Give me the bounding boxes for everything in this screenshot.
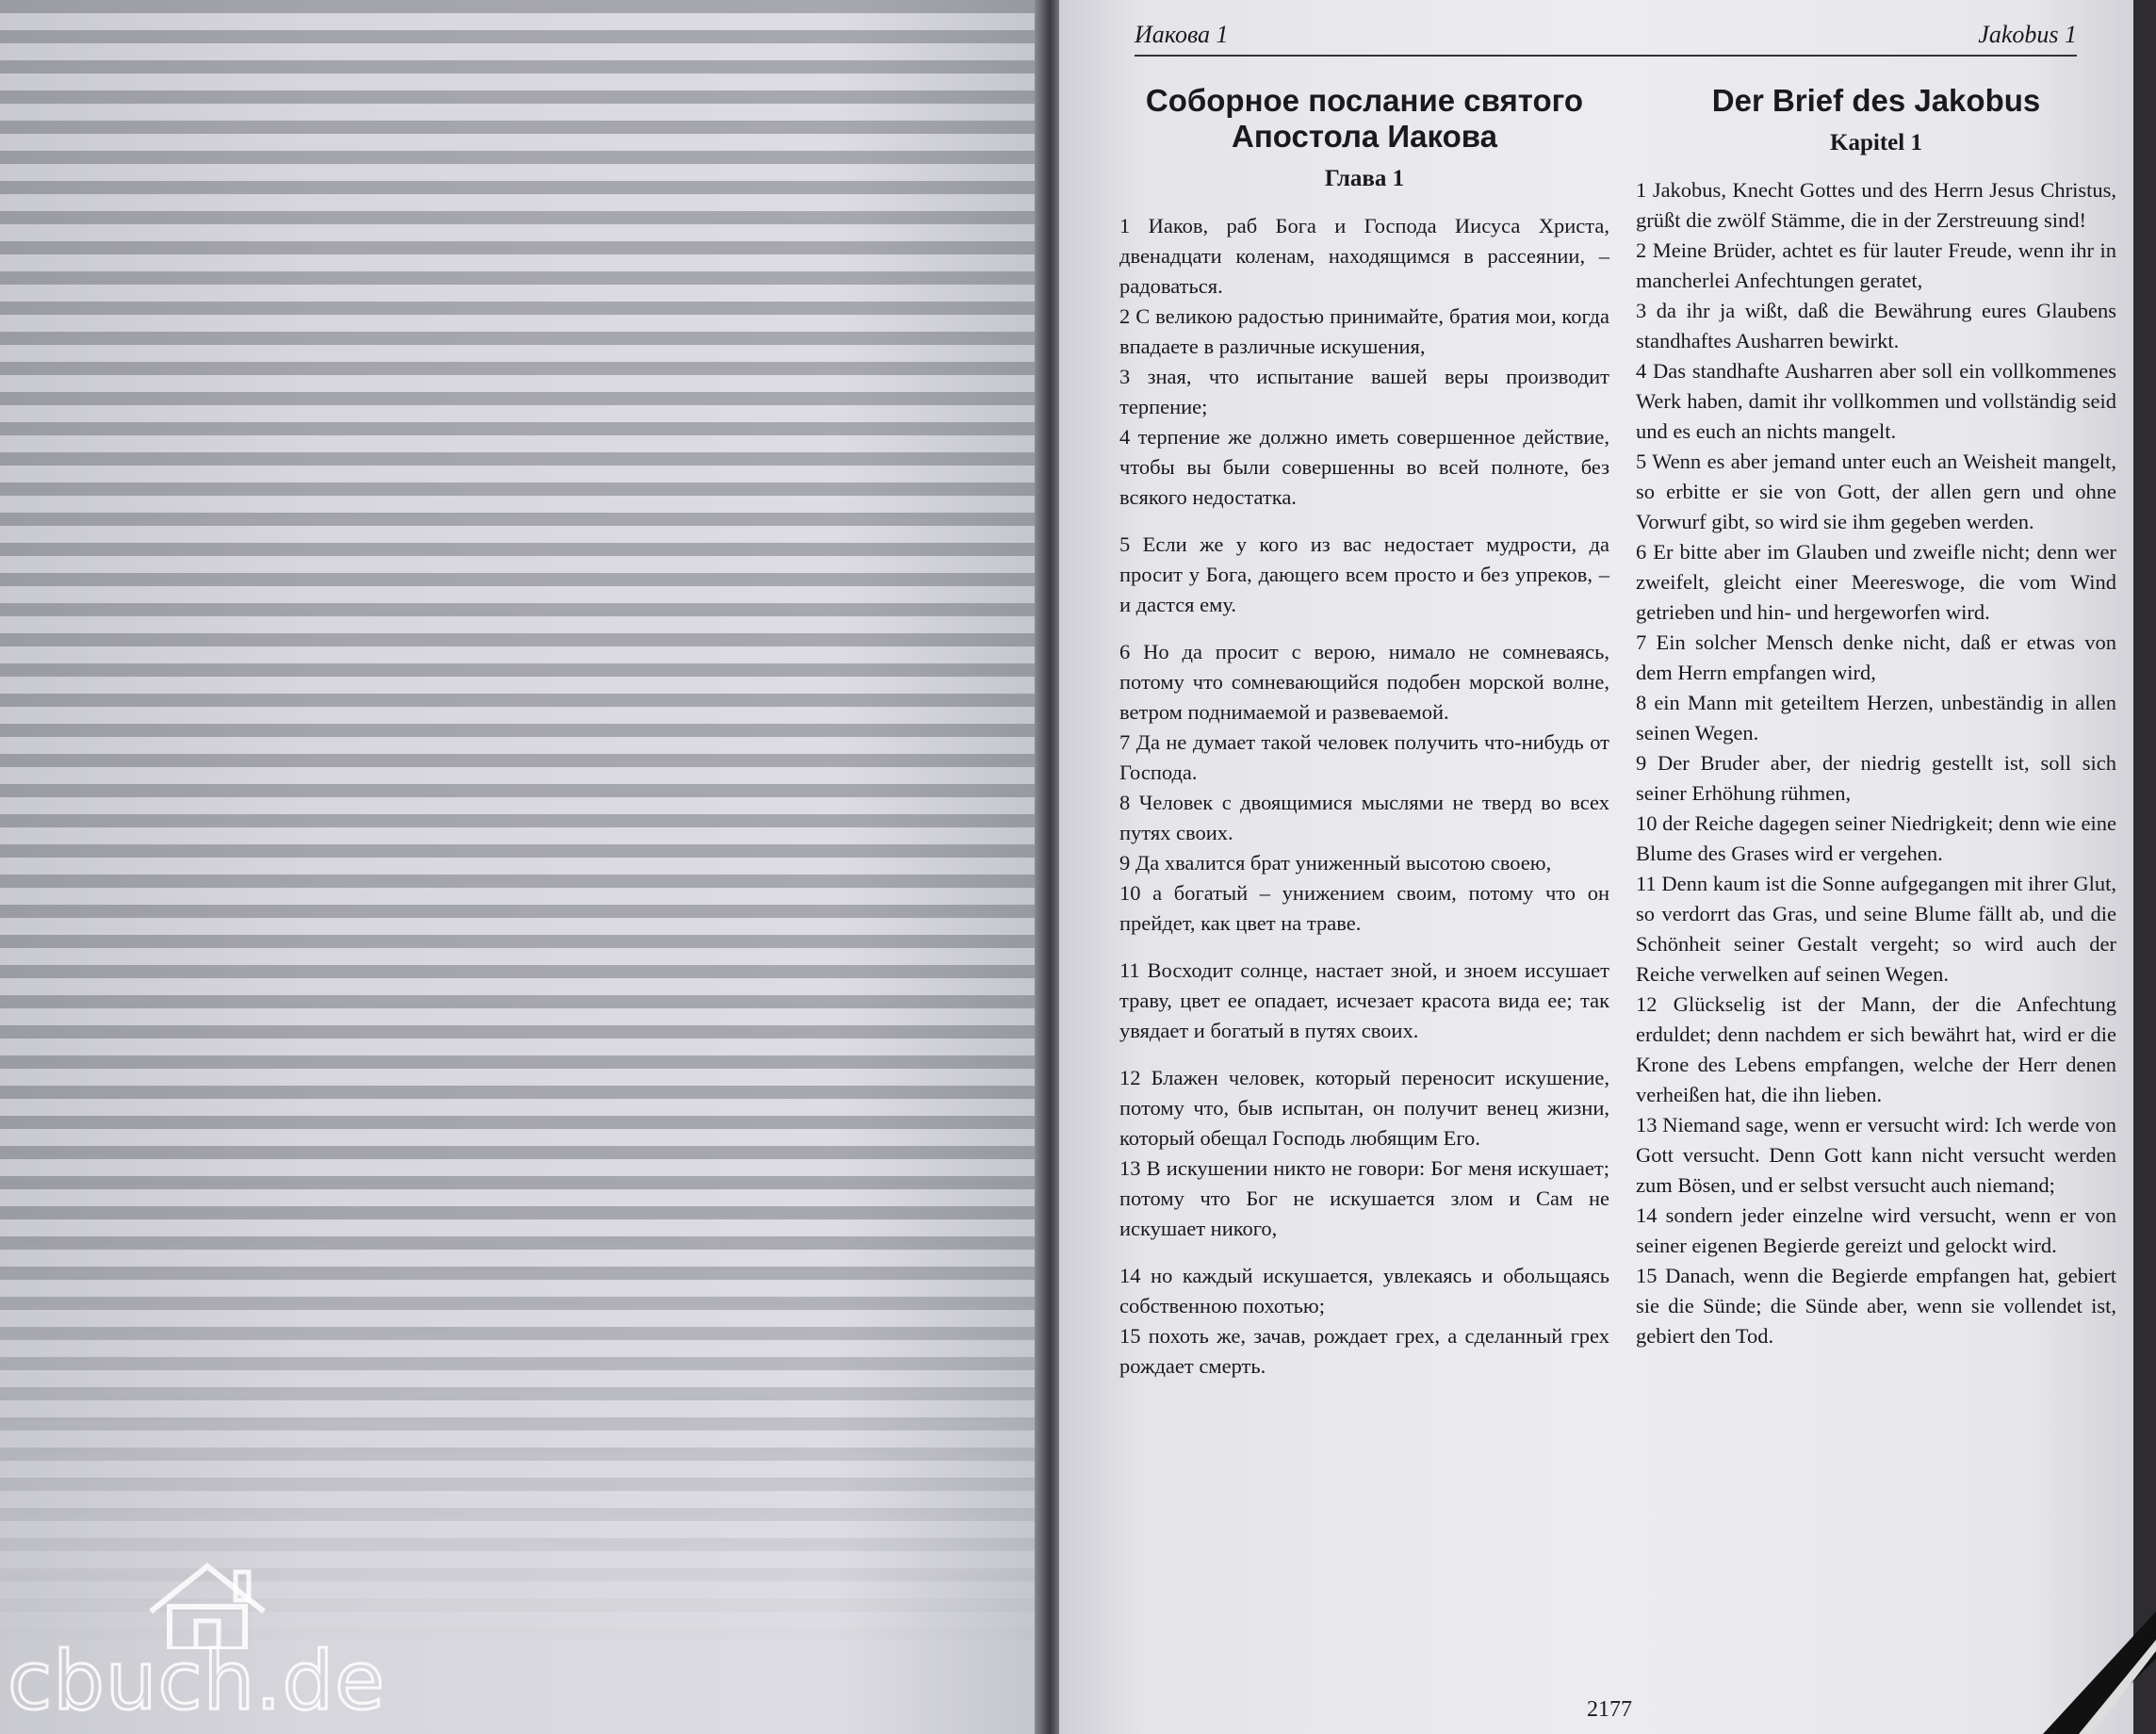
- verse: 3 da ihr ja wißt, daß die Bewährung eures Glaubens standhaftes Ausharren bewirkt.: [1636, 299, 2116, 352]
- watermark-logo: [0, 1536, 415, 1734]
- running-header-left: Иакова 1: [1135, 21, 1229, 48]
- verse: 12 Блажен человек, который переносит искушение, потому что, быв испытан, он получит венец жизни, который обещал Господь любящим Его.: [1119, 1066, 1609, 1150]
- russian-title: Соборное послание святого Апостола Иакова: [1145, 83, 1584, 154]
- verse: 2 Meine Brüder, achtet es für lauter Freude, wenn ihr in mancherlei Anfechtungen geratet,: [1636, 238, 2116, 292]
- verse: 10 der Reiche dagegen seiner Niedrigkeit; denn wie eine Blume des Grases wird er vergehen.: [1636, 811, 2116, 865]
- verse: 12 Glückselig ist der Mann, der die Anfechtung erduldet; denn nachdem er sich bewährt hat, wird er die Krone des Lebens empfangen, welche der Herr denen verheißen hat, die ihn lieben.: [1636, 992, 2116, 1106]
- verse: 4 Das standhafte Ausharren aber soll ein vollkommenes Werk haben, damit ihr vollkommen und vollständig seid und es euch an nichts mangelt.: [1636, 359, 2116, 443]
- verse: 13 В искушении никто не говори: Бог меня искушает; потому что Бог не искушается злом и Сам не искушает никого,: [1119, 1156, 1609, 1240]
- verse: 9 Der Bruder aber, der niedrig gestellt ist, soll sich seiner Erhöhung rühmen,: [1636, 751, 2116, 805]
- german-title: Der Brief des Jakobus: [1711, 83, 2041, 118]
- verse: 6 Но да просит с верою, нимало не сомневаясь, потому что сомневающийся подобен морской волне, ветром поднимаемой и развеваемой.: [1119, 640, 1609, 724]
- russian-chapter-heading: Глава 1: [1324, 166, 1405, 191]
- verse: 9 Да хвалится брат униженный высотою своею,: [1119, 851, 1552, 875]
- right-page: [1059, 0, 2133, 1734]
- russian-column: [1119, 83, 1609, 1382]
- verse: 1 Иаков, раб Бога и Господа Иисуса Христа, двенадцати коленам, находящимся в рассеянии, – радоваться.: [1119, 214, 1609, 298]
- bookmark-ribbon: [2043, 1602, 2156, 1734]
- verse: 11 Denn kaum ist die Sonne aufgegangen mit ihrer Glut, so verdorrt das Gras, und seine Blume fällt ab, und die Schönheit seiner Gestalt vergeht; so wird auch der Reiche verwelken auf seinen Wegen.: [1636, 872, 2116, 986]
- verse: 15 похоть же, зачав, рождает грех, а сделанный грех рождает смерть.: [1119, 1324, 1609, 1378]
- german-chapter-heading: Kapitel 1: [1830, 130, 1922, 155]
- verse: 1 Jakobus, Knecht Gottes und des Herrn Jesus Christus, grüßt die zwölf Stämme, die in der Zerstreuung sind!: [1636, 178, 2116, 232]
- verse: 7 Ein solcher Mensch denke nicht, daß er etwas von dem Herrn empfangen wird,: [1636, 630, 2116, 684]
- verse: 15 Danach, wenn die Begierde empfangen hat, gebiert sie die Sünde; die Sünde aber, wenn sie vollendet ist, gebiert den Tod.: [1636, 1264, 2116, 1348]
- verse: 6 Er bitte aber im Glauben und zweifle nicht; denn wer zweifelt, gleicht einer Meereswoge, die vom Wind getrieben und hin- und hergeworfen wird.: [1636, 540, 2116, 624]
- left-page-column-faded: [0, 0, 1044, 1734]
- verse: 14 но каждый искушается, увлекаясь и обольщаясь собственною похотью;: [1119, 1264, 1609, 1317]
- page-number: 2177: [1587, 1697, 1632, 1722]
- verse: 7 Да не думает такой человек получить что-нибудь от Господа.: [1119, 730, 1609, 784]
- verse: 2 С великою радостью принимайте, братия мои, когда впадаете в различные искушения,: [1119, 304, 1609, 358]
- verse: 13 Niemand sage, wenn er versucht wird: Ich werde von Gott versucht. Denn Gott kann nicht versucht werden zum Bösen, und er selbst versucht auch niemand;: [1636, 1113, 2116, 1197]
- german-column: [1636, 83, 2116, 1351]
- verse: 8 ein Mann mit geteiltem Herzen, unbeständig in allen seinen Wegen.: [1636, 691, 2116, 744]
- watermark-text: cbuch.de: [8, 1634, 386, 1728]
- verse: 4 терпение же должно иметь совершенное действие, чтобы вы были совершенны во всей полноте, без всякого недостатка.: [1119, 425, 1609, 509]
- verse: 10 а богатый – унижением своим, потому что он прейдет, как цвет на траве.: [1119, 881, 1609, 935]
- verse: 5 Если же у кого из вас недостает мудрости, да просит у Бога, дающего всем просто и без упреков, – и дастся ему.: [1119, 532, 1609, 616]
- verse: 8 Человек с двоящимися мыслями не тверд во всех путях своих.: [1119, 791, 1609, 844]
- running-header-right: Jakobus 1: [1978, 21, 2077, 48]
- left-page-faded: [0, 0, 1044, 1734]
- running-header: [1135, 17, 2077, 57]
- verse: 5 Wenn es aber jemand unter euch an Weisheit mangelt, so erbitte er sie von Gott, der allen gern und ohne Vorwurf gibt, so wird sie ihm gegeben werden.: [1636, 450, 2116, 533]
- verse: 11 Восходит солнце, настает зной, и зноем иссушает траву, цвет ее опадает, исчезает красота вида ее; так увядает и богатый в путях своих.: [1119, 958, 1609, 1042]
- verse: 14 sondern jeder einzelne wird versucht, wenn er von seiner eigenen Begierde gereizt und gelockt wird.: [1636, 1203, 2116, 1257]
- verse: 3 зная, что испытание вашей веры производит терпение;: [1119, 365, 1609, 418]
